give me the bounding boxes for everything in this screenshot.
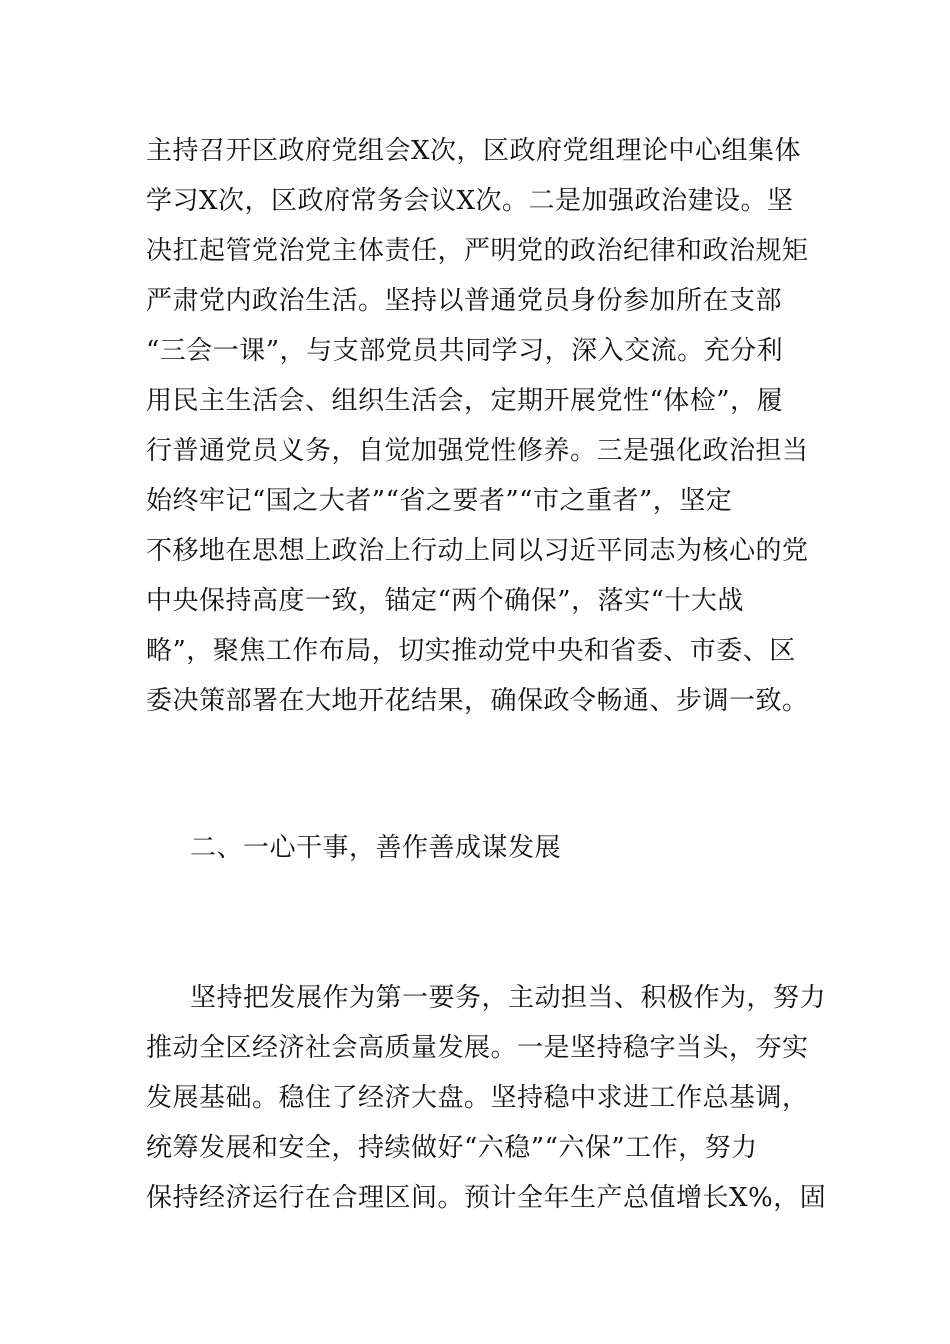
paragraph-2-line-4: 统筹发展和安全，持续做好“六稳”“六保”工作，努力 — [146, 1133, 758, 1163]
paragraph-2-line-3: 发展基础。稳住了经济大盘。坚持稳中求进工作总基调， — [146, 1083, 809, 1113]
paragraph-1-line-5: “三会一课”，与支部党员共同学习，深入交流。充分利 — [146, 336, 784, 366]
paragraph-1-line-1: 主持召开区政府党组会X次，区政府党组理论中心组集体 — [146, 136, 802, 166]
paragraph-1-line-6: 用民主生活会、组织生活会，定期开展党性“体检”，履 — [146, 386, 784, 416]
paragraph-1-line-11: 略”，聚焦工作布局，切实推动党中央和省委、市委、区 — [146, 636, 796, 666]
paragraph-1-line-9: 不移地在思想上政治上行动上同以习近平同志为核心的党 — [146, 536, 809, 566]
paragraph-1-line-2: 学习X次，区政府常务会议X次。二是加强政治建设。坚 — [146, 186, 794, 216]
paragraph-1-line-7: 行普通党员义务，自觉加强党性修养。三是强化政治担当 — [146, 436, 809, 466]
paragraph-2-line-1: 坚持把发展作为第一要务，主动担当、积极作为，努力 — [190, 983, 827, 1013]
paragraph-2-line-5: 保持经济运行在合理区间。预计全年生产总值增长X%，固 — [146, 1183, 827, 1213]
paragraph-1-line-8: 始终牢记“国之大者”“省之要者”“市之重者”，坚定 — [146, 486, 733, 516]
paragraph-1-line-12: 委决策部署在大地开花结果，确保政令畅通、步调一致。 — [146, 686, 809, 716]
paragraph-1-line-4: 严肃党内政治生活。坚持以普通党员身份参加所在支部 — [146, 286, 783, 316]
paragraph-1-line-10: 中央保持高度一致，锚定“两个确保”，落实“十大战 — [146, 586, 744, 616]
paragraph-1-line-3: 决扛起管党治党主体责任，严明党的政治纪律和政治规矩 — [146, 236, 809, 266]
paragraph-2-line-2: 推动全区经济社会高质量发展。一是坚持稳字当头，夯实 — [146, 1033, 809, 1063]
section-heading: 二、一心干事，善作善成谋发展 — [190, 833, 562, 863]
